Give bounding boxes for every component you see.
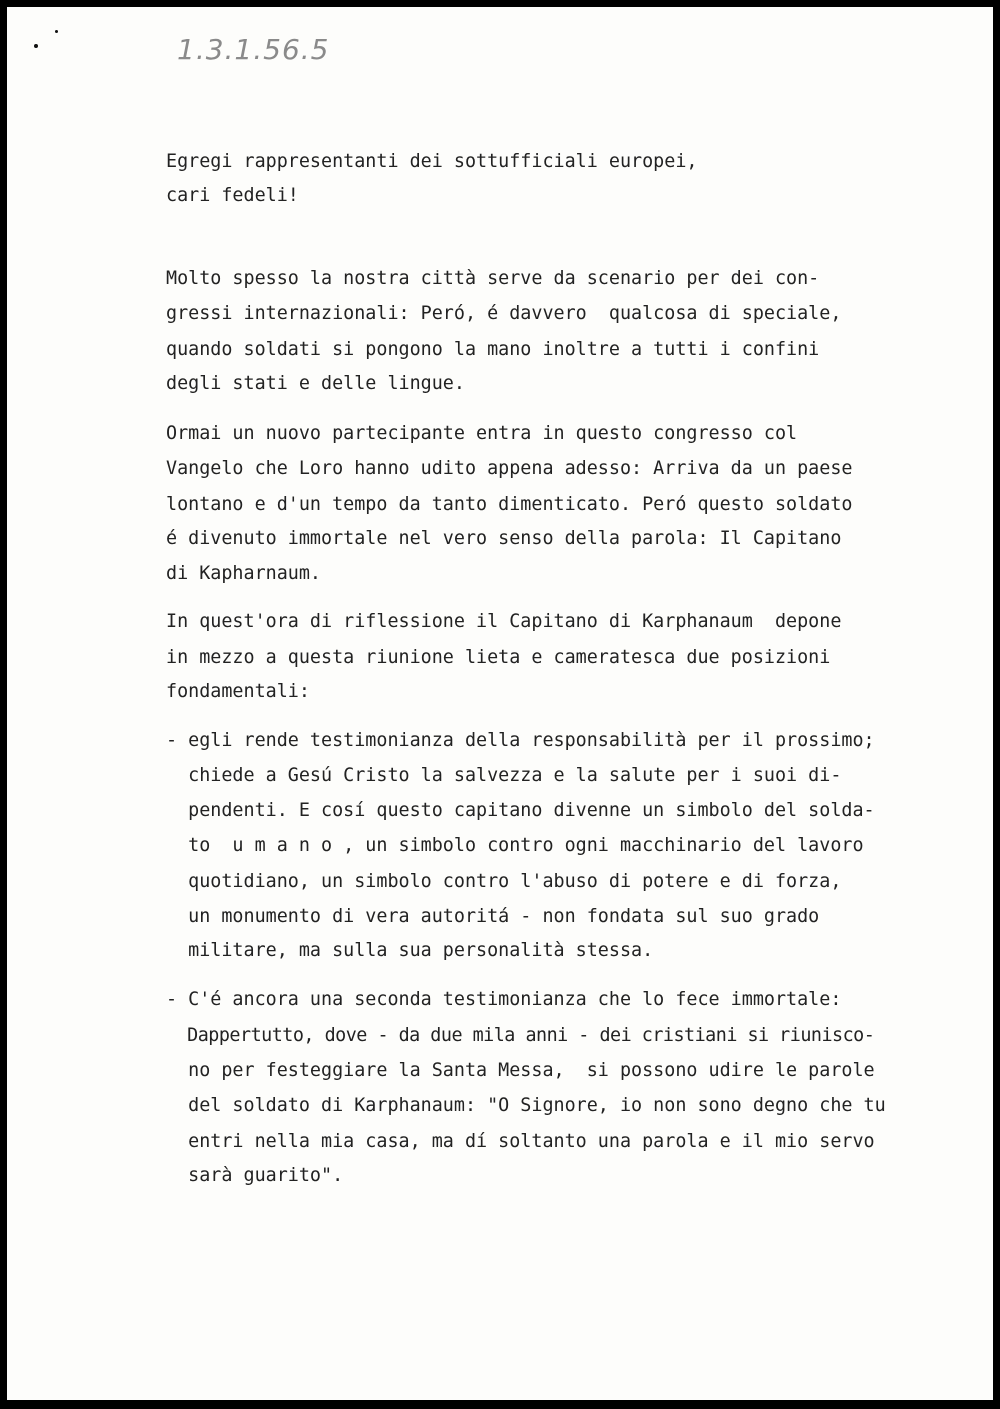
- bullet-line: quotidiano, un simbolo contro l'abuso di potere e di forza,: [166, 871, 842, 892]
- paragraph-line: quando soldati si pongono la mano inoltre a tutti i confini: [166, 339, 820, 360]
- paragraph-line: Vangelo che Loro hanno udito appena adesso: Arriva da un paese: [166, 458, 853, 479]
- bullet-line: to u m a n o , un simbolo contro ogni macchinario del lavoro: [166, 835, 864, 856]
- salutation-line: cari fedeli!: [166, 185, 299, 206]
- bullet-line: entri nella mia casa, ma dí soltanto una parola e il mio servo: [166, 1131, 875, 1152]
- bullet-line: militare, ma sulla sua personalità stessa.: [166, 940, 654, 961]
- bullet-line: - C'é ancora una seconda testimonianza che lo fece immortale:: [166, 989, 842, 1010]
- bullet-line: sarà guarito".: [166, 1165, 344, 1186]
- bullet-line: Dappertutto, dove - da due mila anni - dei cristiani si riunisco-: [166, 1025, 875, 1046]
- paragraph-line: Molto spesso la nostra città serve da scenario per dei con-: [166, 268, 820, 289]
- paragraph-line: lontano e d'un tempo da tanto dimenticato. Peró questo soldato: [166, 494, 853, 515]
- bullet-line: chiede a Gesú Cristo la salvezza e la salute per i suoi di-: [166, 765, 842, 786]
- paragraph-line: é divenuto immortale nel vero senso della parola: Il Capitano: [166, 528, 842, 549]
- paragraph-line: fondamentali:: [166, 681, 310, 702]
- bullet-line: - egli rende testimonianza della responsabilità per il prossimo;: [166, 730, 875, 751]
- document-page: [7, 7, 993, 1400]
- bullet-line: no per festeggiare la Santa Messa, si possono udire le parole: [166, 1060, 875, 1081]
- paragraph-line: in mezzo a questa riunione lieta e cameratesca due posizioni: [166, 647, 831, 668]
- paragraph-line: degli stati e delle lingue.: [166, 373, 465, 394]
- paragraph-line: In quest'ora di riflessione il Capitano di Karphanaum depone: [166, 611, 842, 632]
- archive-handwritten-mark: 1.3.1.56.5: [177, 33, 330, 66]
- bullet-line: un monumento di vera autoritá - non fondata sul suo grado: [166, 906, 820, 927]
- bullet-line: pendenti. E cosí questo capitano divenne un simbolo del solda-: [166, 800, 875, 821]
- paragraph-line: gressi internazionali: Peró, é davvero qualcosa di speciale,: [166, 303, 842, 324]
- ink-speck: [55, 30, 58, 33]
- paragraph-line: di Kapharnaum.: [166, 563, 322, 584]
- salutation-line: Egregi rappresentanti dei sottufficiali europei,: [166, 151, 698, 172]
- paragraph-line: Ormai un nuovo partecipante entra in questo congresso col: [166, 423, 798, 444]
- bullet-line: del soldato di Karphanaum: "O Signore, io non sono degno che tu: [166, 1095, 886, 1116]
